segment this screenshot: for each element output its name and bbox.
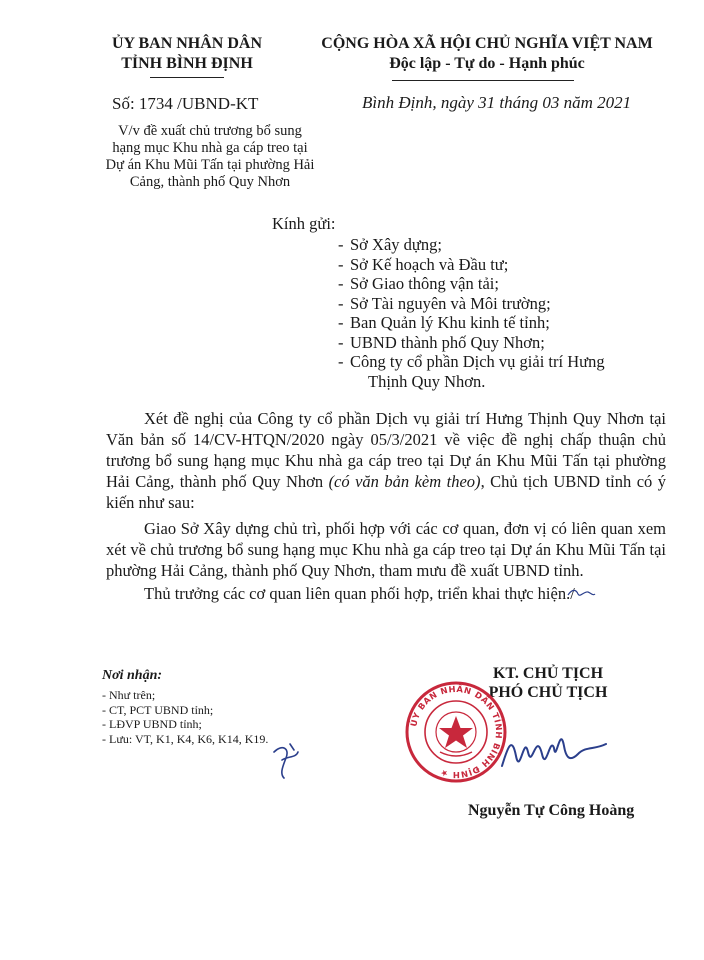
body-paragraph-1: Xét đề nghị của Công ty cổ phần Dịch vụ giải trí Hưng Thịnh Quy Nhơn tại Văn bản số 14/CV-HTQN/2020 ngày 05/3/2021 về việc đề nghị chấp thuận chủ trương bổ sung hạng mục Khu nhà ga cáp treo tại Dự án Khu Mũi Tấn tại phường Hải Cảng, thành phố Quy Nhơn (có văn bản kèm theo), Chủ tịch UBND tỉnh có ý kiến như sau: [106, 409, 666, 512]
addressee-item: - Công ty cổ phần Dịch vụ giải trí Hưng Thịnh Quy Nhơn. [338, 352, 605, 391]
addressee-item-continued: Thịnh Quy Nhơn. [368, 371, 486, 391]
signer-name: Nguyễn Tự Công Hoàng [468, 802, 635, 819]
distribution-item: - CT, PCT UBND tỉnh; [102, 702, 214, 717]
svg-text:ỦY BAN NHÂN DÂN TỈNH BÌNH ĐỊNH: ỦY BAN NHÂN DÂN TỈNH BÌNH ĐỊNH ★ [408, 683, 505, 781]
addressee-item: - Sở Tài nguyên và Môi trường; [338, 293, 551, 313]
place-date: Bình Định, ngày 31 tháng 03 năm 2021 [362, 93, 632, 112]
issuer-underline [150, 77, 224, 78]
issuer-header [92, 34, 282, 74]
issuer-line1: ỦY BAN NHÂN DÂN [111, 35, 263, 52]
national-motto: Độc lập - Tự do - Hạnh phúc [389, 55, 585, 72]
distribution-item: - Như trên; [102, 688, 156, 702]
signature-position: PHÓ CHỦ TỊCH [488, 684, 608, 701]
addressee-item: - Sở Giao thông vận tải; [338, 274, 499, 293]
subject-line: Cảng, thành phố Quy Nhơn [129, 174, 291, 190]
subject-line: Dự án Khu Mũi Tấn tại phường Hải [105, 157, 315, 173]
signature-authority: KT. CHỦ TỊCH [492, 665, 604, 682]
motto-underline [392, 80, 574, 81]
official-stamp [404, 680, 508, 784]
attachment-note: (có văn bản kèm theo) [328, 472, 481, 491]
distribution-item: - Lưu: VT, K1, K4, K6, K14, K19. [102, 731, 269, 746]
subject-line: hạng mục Khu nhà ga cáp treo tại [112, 140, 308, 156]
document-number: Số: 1734 /UBND-KT [112, 94, 259, 113]
distribution-item: - LĐVP UBND tỉnh; [102, 717, 202, 731]
body-paragraph-3: Thủ trưởng các cơ quan liên quan phối hợp, triển khai thực hiện./ [144, 584, 575, 603]
distribution-title: Nơi nhận: [102, 668, 163, 683]
handwritten-initial [268, 738, 304, 782]
addressee-item: - Sở Xây dựng; [338, 235, 442, 254]
national-title: CỘNG HÒA XÃ HỘI CHỦ NGHĨA VIỆT NAM [321, 35, 653, 52]
subject-block [102, 123, 318, 191]
distribution-list [102, 688, 268, 746]
national-header [316, 34, 658, 74]
addressee-item: - Sở Kế hoạch và Đầu tư; [338, 254, 509, 274]
addressee-item: - Ban Quản lý Khu kinh tế tỉnh; [338, 313, 550, 332]
addressee-list [338, 235, 605, 391]
addressee-label: Kính gửi: [272, 214, 336, 233]
body-paragraph-2: Giao Sở Xây dựng chủ trì, phối hợp với các cơ quan, đơn vị có liên quan xem xét về chủ trương bổ sung hạng mục Khu nhà ga cáp treo tại Dự án Khu Mũi Tấn tại phường Hải Cảng, thành phố Quy Nhơn, tham mưu đề xuất UBND tỉnh. [106, 519, 666, 580]
issuer-line2: TỈNH BÌNH ĐỊNH [121, 55, 253, 72]
handwritten-signature [498, 716, 608, 786]
addressee-item: - UBND thành phố Quy Nhơn; [338, 332, 545, 352]
subject-line: V/v đề xuất chủ trương bổ sung [118, 123, 302, 139]
paragraph-initial-mark [566, 585, 596, 601]
